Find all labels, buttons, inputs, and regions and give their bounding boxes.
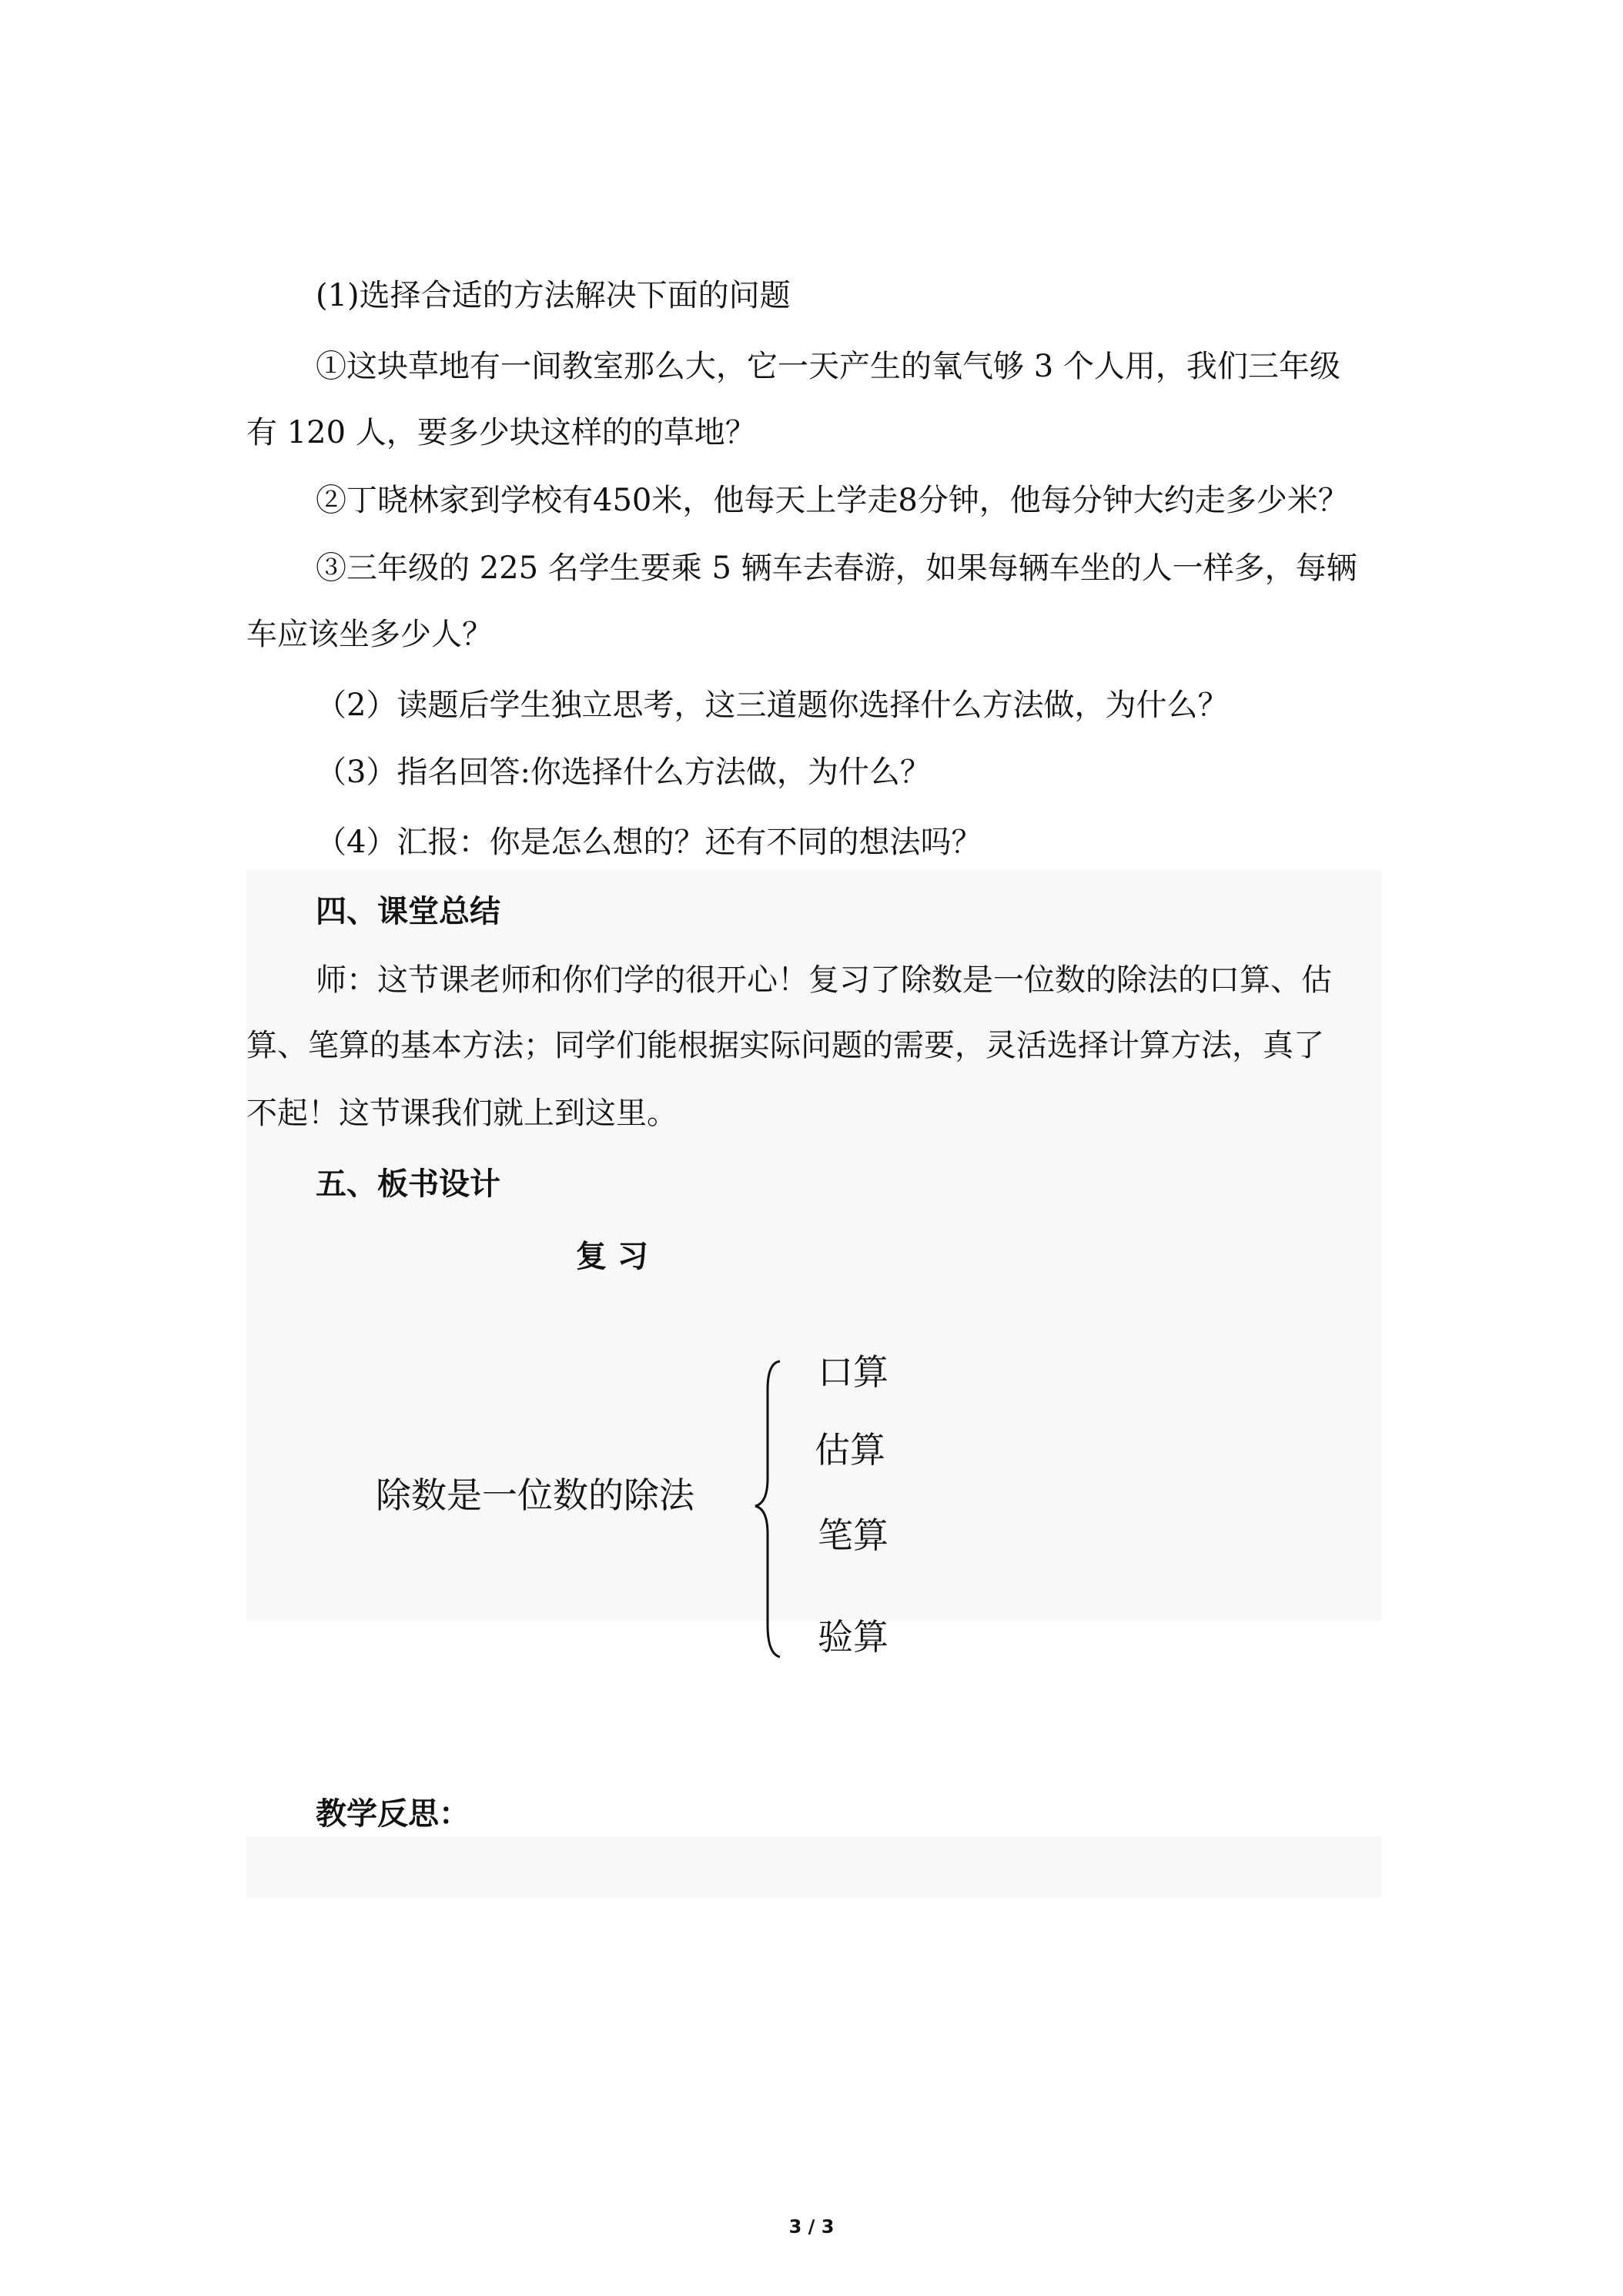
summary-line-2: 算、笔算的基本方法；同学们能根据实际问题的需要，灵活选择计算方法，真了 (246, 1028, 1324, 1063)
question-2: ②丁晓林家到学校有450米，他每天上学走8分钟，他每分钟大约走多少米？ (316, 483, 1349, 518)
board-title: 复 习 (576, 1239, 648, 1274)
summary-line-3: 不起！这节课我们就上到这里。 (246, 1096, 678, 1131)
step-1: (1)选择合适的方法解决下面的问题 (316, 278, 791, 313)
question-3-line-2: 车应该坐多少人？ (246, 617, 493, 652)
summary-heading: 四、课堂总结 (316, 894, 500, 929)
board-item-oral: 口算 (818, 1351, 888, 1393)
question-1-line-1: ①这块草地有一间教室那么大，它一天产生的氧气够 3 个人用，我们三年级 (316, 349, 1340, 384)
board-item-estimate: 估算 (815, 1429, 885, 1471)
reflection-heading: 教学反思： (316, 1796, 470, 1832)
step-3: （3）指名回答:你选择什么方法做，为什么？ (316, 755, 931, 790)
board-item-written: 笔算 (818, 1514, 888, 1556)
board-heading: 五、板书设计 (316, 1166, 500, 1202)
step-2: （2）读题后学生独立思考，这三道题你选择什么方法做，为什么？ (316, 688, 1229, 723)
board-main-topic: 除数是一位数的除法 (376, 1474, 694, 1516)
summary-line-1: 师：这节课老师和你们学的很开心！复习了除数是一位数的除法的口算、估 (316, 962, 1332, 998)
shade-block-reflection (246, 1836, 1382, 1898)
question-3-line-1: ③三年级的 225 名学生要乘 5 辆车去春游，如果每辆车坐的人一样多，每辆 (316, 551, 1357, 586)
page-number: 3 / 3 (788, 2216, 835, 2237)
step-4: （4）汇报：你是怎么想的？还有不同的想法吗？ (316, 825, 982, 860)
curly-brace-icon (751, 1355, 797, 1663)
board-item-check: 验算 (818, 1616, 888, 1658)
question-1-line-2: 有 120 人，要多少块这样的的草地？ (246, 415, 756, 450)
